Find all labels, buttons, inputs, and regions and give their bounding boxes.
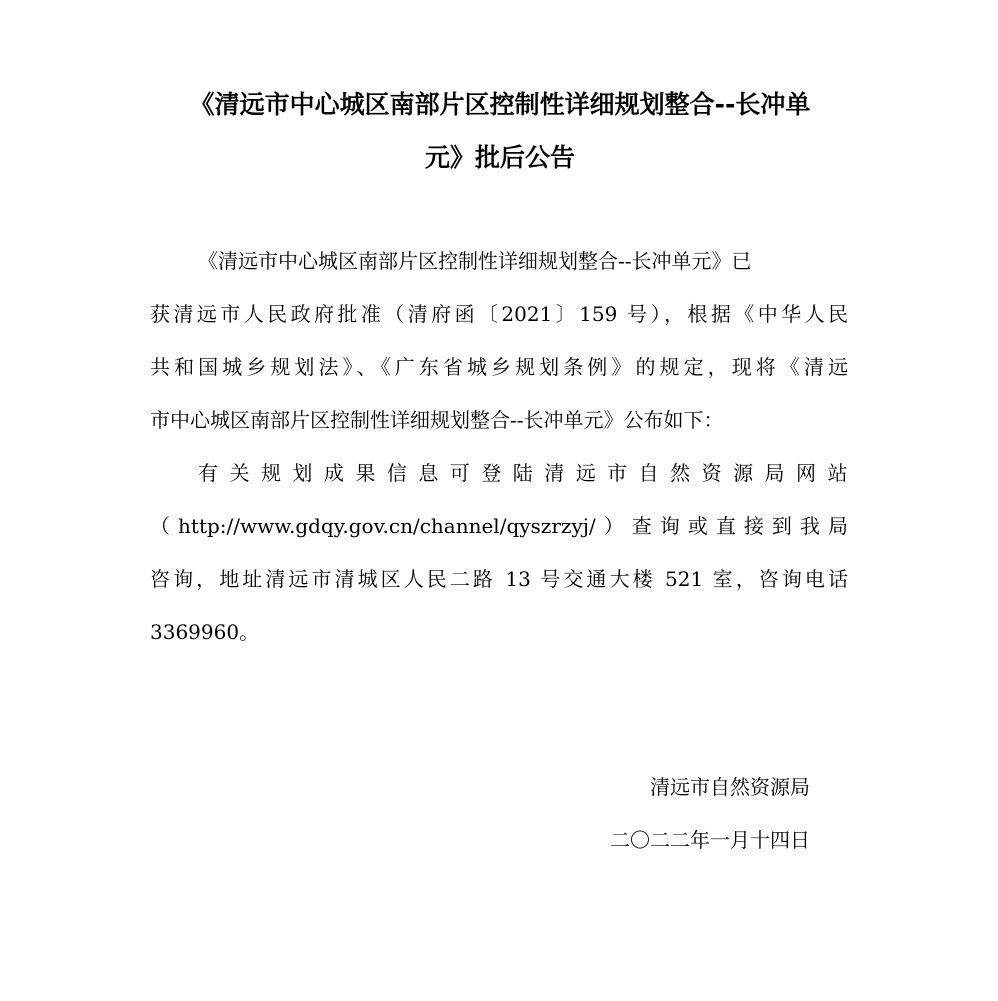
- paragraph-2-line-1: 有关规划成果信息可登陆清远市自然资源局网站: [198, 461, 848, 485]
- paragraph-1-line-2: 获清远市人民政府批准（清府函〔2021〕159 号），根据《中华人民: [150, 302, 848, 326]
- paragraph-1-line-4: 市中心城区南部片区控制性详细规划整合--长冲单元》公布如下：: [150, 408, 724, 432]
- issuer-name: 清远市自然资源局: [650, 775, 810, 799]
- paragraph-2-line-2: （http://www.gdqy.gov.cn/channel/qyszrzyj/）查询或直接到我局: [150, 514, 848, 538]
- issue-date: 二〇二二年一月十四日: [610, 828, 810, 852]
- paragraph-1-line-1: 《清远市中心城区南部片区控制性详细规划整合--长冲单元》已: [198, 249, 752, 273]
- paragraph-2-line-4: 3369960。: [150, 620, 260, 644]
- paragraph-2-line-3: 咨询，地址清远市清城区人民二路 13 号交通大楼 521 室，咨询电话: [150, 567, 848, 591]
- paragraph-1-line-3: 共和国城乡规划法》、《广东省城乡规划条例》的规定，现将《清远: [150, 355, 848, 379]
- notice-title-line-1: 《清远市中心城区南部片区控制性详细规划整合--长冲单: [189, 90, 811, 119]
- notice-title-line-2: 元》批后公告: [424, 143, 575, 172]
